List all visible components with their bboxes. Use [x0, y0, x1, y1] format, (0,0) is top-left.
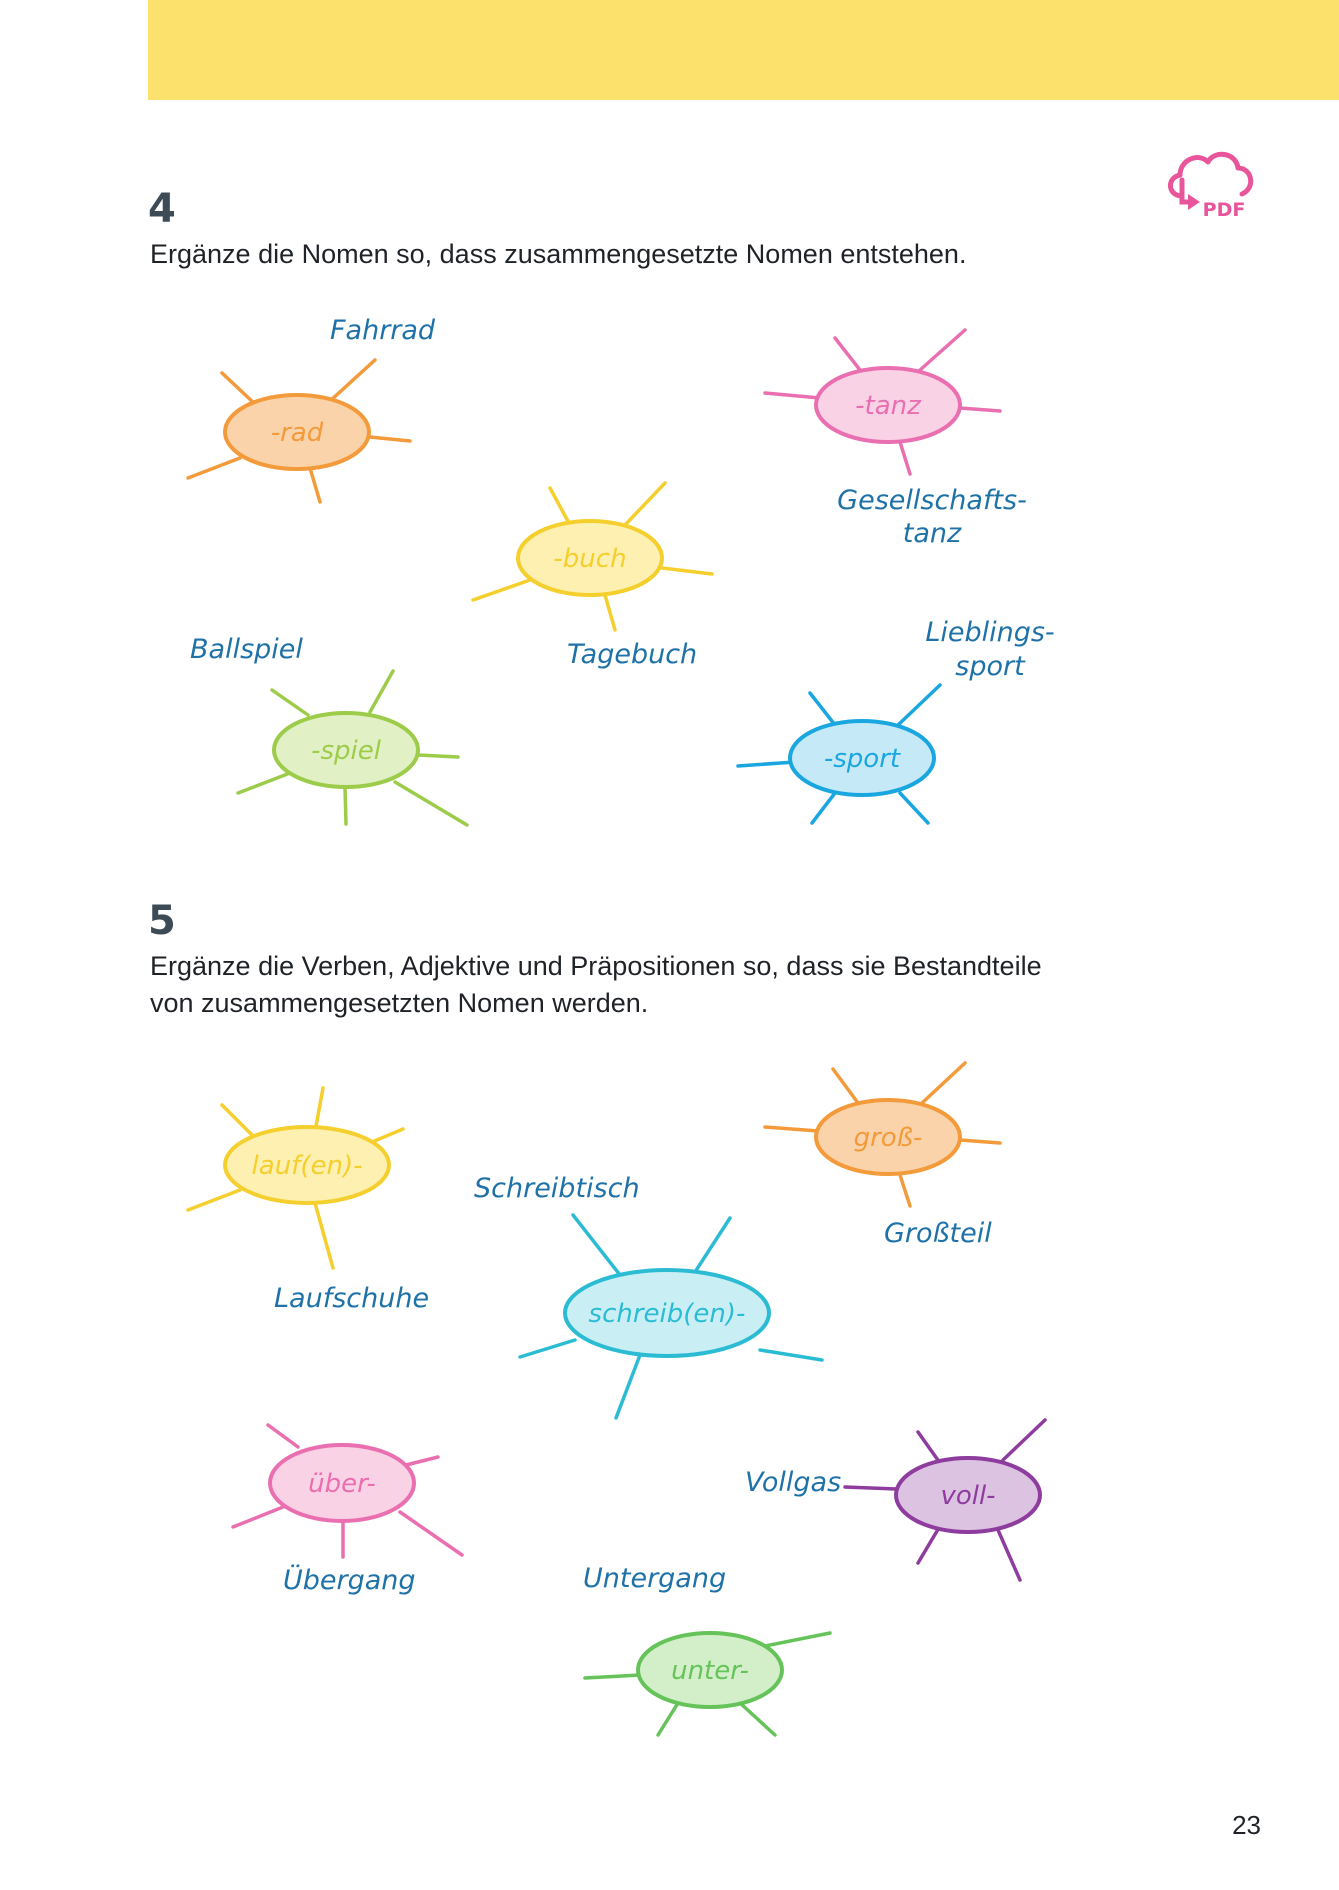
bubble-label-gross: groß- [853, 1123, 923, 1153]
bubble-label-sport: -sport [823, 744, 901, 774]
answer-tagebuch: Tagebuch [567, 639, 698, 670]
task-4-number: 4 [148, 186, 176, 232]
answer-lieblings-line-1: Lieblings- [925, 617, 1055, 648]
bubble-label-tanz: -tanz [855, 391, 921, 421]
answer-grossteil: Großteil [884, 1218, 992, 1249]
answer-gesellschafts-line-2: tanz [902, 518, 962, 549]
bubble-label-spiel: -spiel [311, 736, 381, 766]
task-5-instruction-line-1: Ergänze die Verben, Adjektive und Präpositionen so, dass sie Bestandteile [150, 951, 1042, 981]
answer-uebergang: Übergang [283, 1565, 416, 1596]
answer-fahrrad: Fahrrad [330, 315, 436, 346]
pdf-label: PDF [1202, 199, 1246, 221]
bubble-label-unter: unter- [671, 1656, 749, 1686]
answer-laufschuhe: Laufschuhe [274, 1283, 430, 1314]
bubble-label-schreib: schreib(en)- [588, 1299, 746, 1329]
bubble-label-voll: voll- [940, 1481, 996, 1511]
answer-vollgas: Vollgas [745, 1467, 842, 1498]
bubble-label-rad: -rad [270, 418, 324, 448]
answer-lieblings-line-2: sport [955, 651, 1025, 682]
bubble-label-buch: -buch [553, 544, 627, 574]
answer-gesellschafts-line-1: Gesellschafts- [837, 485, 1027, 516]
task-5-instruction-line-2: von zusammengesetzten Nomen werden. [150, 988, 649, 1018]
bubble-label-lauf: lauf(en)- [251, 1151, 363, 1181]
bubble-label-ueber: über- [308, 1469, 376, 1499]
answer-untergang: Untergang [583, 1563, 727, 1594]
answer-ballspiel: Ballspiel [190, 634, 303, 665]
answer-schreibtisch: Schreibtisch [474, 1173, 640, 1204]
task-4-instruction: Ergänze die Nomen so, dass zusammengesetzte Nomen entstehen. [150, 239, 967, 269]
page-number: 23 [1232, 1810, 1261, 1840]
task-5-number: 5 [148, 898, 176, 944]
